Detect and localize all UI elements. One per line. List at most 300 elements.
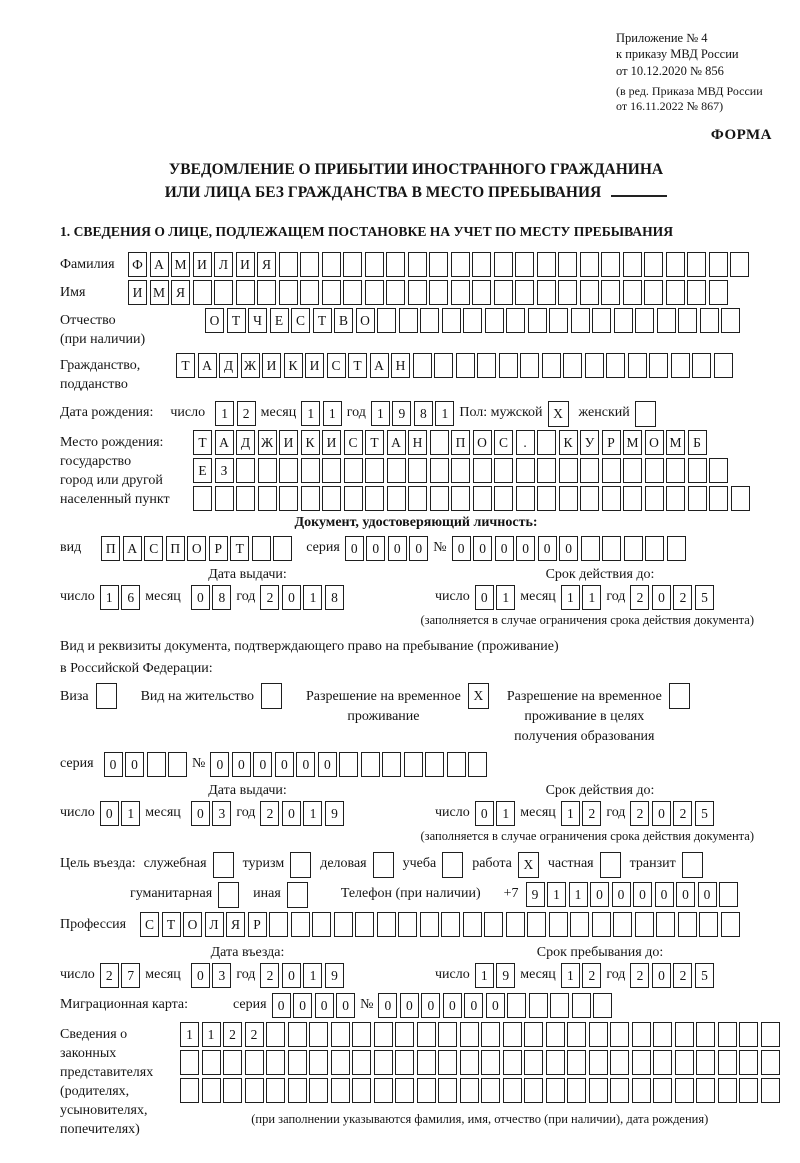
char-cell: 0	[100, 801, 119, 826]
char-cell	[377, 308, 396, 333]
char-cell: 0	[282, 801, 301, 826]
char-cell	[438, 1078, 457, 1103]
char-cell	[331, 1050, 350, 1075]
char-cell	[300, 280, 319, 305]
char-cell	[236, 486, 255, 511]
char-cell: 1	[202, 1022, 221, 1047]
char-cell	[718, 1078, 737, 1103]
residence-valid-col: Срок действия до: число 0 1 месяц 1 2 год 2 0 2 5	[435, 783, 765, 826]
char-cell	[567, 1022, 586, 1047]
char-cell: 1	[180, 1022, 199, 1047]
purpose-option-humanitarian: гуманитарная	[130, 882, 239, 908]
char-cell	[343, 252, 362, 277]
char-cell: Ч	[248, 308, 267, 333]
birth-place-label: Место рождения: государство город или другой населенный пункт	[60, 435, 170, 507]
char-cell	[399, 308, 418, 333]
char-cell: 0	[443, 993, 462, 1018]
purpose-option-tourism: туризм	[243, 852, 312, 878]
valid-month-boxes	[561, 585, 602, 610]
char-cell: 3	[212, 801, 231, 826]
char-cell	[585, 353, 604, 378]
char-cell	[688, 458, 707, 483]
validity-note-2: (заполняется в случае ограничения срока действия документа)	[420, 829, 754, 844]
char-cell	[687, 280, 706, 305]
edu-residence-option: Разрешение на временное проживание в целях получения образования	[507, 683, 690, 746]
profession-boxes	[140, 912, 740, 937]
char-cell	[374, 1022, 393, 1047]
char-cell	[395, 1022, 414, 1047]
char-cell: 0	[676, 882, 695, 907]
residence-issue-year	[260, 801, 344, 826]
doc-type-label: вид	[60, 540, 82, 555]
entry-day-boxes	[100, 963, 141, 988]
title-blank-line	[611, 185, 667, 197]
char-cell: Т	[313, 308, 332, 333]
stay-date-col: Срок пребывания до: число 1 9 месяц 1 2 год 2 0 2 5	[435, 945, 765, 988]
char-cell	[682, 852, 703, 878]
purpose-option-business: служебная	[144, 852, 234, 878]
char-cell: 5	[695, 801, 714, 826]
char-cell	[430, 458, 449, 483]
char-cell	[429, 252, 448, 277]
char-cell	[213, 852, 234, 878]
char-cell	[266, 1078, 285, 1103]
char-cell: 0	[475, 585, 494, 610]
char-cell	[601, 280, 620, 305]
issue-date-heading: Дата выдачи:	[208, 567, 287, 582]
char-cell	[613, 912, 632, 937]
purpose-business-checkbox	[213, 852, 234, 878]
purpose-private-checkbox	[600, 852, 621, 878]
char-cell	[721, 308, 740, 333]
stay-day-boxes	[475, 963, 516, 988]
char-cell: Т	[227, 308, 246, 333]
char-cell: 0	[652, 801, 671, 826]
char-cell	[567, 1050, 586, 1075]
char-cell	[288, 1078, 307, 1103]
char-cell: 2	[260, 585, 279, 610]
valid-date-line: число 0 1 месяц 1 1 год 2 0 2 5	[435, 585, 765, 610]
char-cell: 1	[569, 882, 588, 907]
char-cell	[261, 683, 282, 709]
sex-female-label: женский	[578, 405, 630, 420]
char-cell	[714, 353, 733, 378]
char-cell: А	[387, 430, 406, 455]
char-cell	[494, 252, 513, 277]
char-cell	[257, 280, 276, 305]
sex-male-checkbox	[548, 401, 569, 427]
patronymic-label: Отчество (при наличии)	[60, 313, 146, 348]
char-cell	[291, 912, 310, 937]
birth-place-boxes	[193, 430, 750, 511]
purpose-option-work: работа X	[472, 852, 539, 878]
birth-place-row-2	[193, 458, 750, 483]
char-cell	[559, 458, 578, 483]
char-cell: В	[334, 308, 353, 333]
migration-series-label: серия	[233, 997, 267, 1013]
char-cell	[529, 993, 548, 1018]
char-cell	[266, 1022, 285, 1047]
char-cell	[301, 458, 320, 483]
char-cell	[602, 536, 621, 561]
char-cell: 0	[282, 585, 301, 610]
char-cell	[678, 308, 697, 333]
char-cell	[644, 280, 663, 305]
char-cell	[761, 1022, 780, 1047]
purpose-row	[60, 852, 772, 878]
char-cell	[420, 308, 439, 333]
char-cell: 0	[191, 585, 210, 610]
residence-series-row	[60, 752, 772, 777]
birth-place-row-1	[193, 430, 750, 455]
char-cell	[258, 458, 277, 483]
purpose-commercial-checkbox	[373, 852, 394, 878]
char-cell	[352, 1050, 371, 1075]
profession-row	[60, 912, 772, 937]
char-cell	[739, 1050, 758, 1075]
char-cell: 9	[496, 963, 515, 988]
char-cell	[279, 486, 298, 511]
char-cell	[515, 252, 534, 277]
char-cell: Б	[688, 430, 707, 455]
purpose-label: Цель въезда:	[60, 856, 136, 872]
char-cell	[666, 458, 685, 483]
char-cell	[417, 1078, 436, 1103]
char-cell: 9	[325, 963, 344, 988]
char-cell	[473, 458, 492, 483]
char-cell	[382, 752, 401, 777]
temp-residence-checkbox	[468, 683, 489, 709]
char-cell: 6	[121, 585, 140, 610]
char-cell: С	[291, 308, 310, 333]
char-cell: 0	[125, 752, 144, 777]
char-cell	[537, 252, 556, 277]
char-cell	[420, 912, 439, 937]
char-cell	[572, 993, 591, 1018]
char-cell	[273, 536, 292, 561]
char-cell: .	[516, 430, 535, 455]
char-cell: 1	[303, 585, 322, 610]
char-cell	[266, 1050, 285, 1075]
char-cell: П	[451, 430, 470, 455]
char-cell: 0	[612, 882, 631, 907]
char-cell: 0	[590, 882, 609, 907]
char-cell	[761, 1050, 780, 1075]
char-cell	[322, 252, 341, 277]
issue-date-line: число 1 6 месяц 0 8 год 2 0 1 8	[60, 585, 435, 610]
char-cell: Н	[408, 430, 427, 455]
char-cell	[408, 486, 427, 511]
char-cell	[528, 308, 547, 333]
char-cell	[563, 353, 582, 378]
char-cell	[570, 912, 589, 937]
surname-row	[60, 252, 772, 277]
char-cell	[558, 252, 577, 277]
char-cell	[331, 1078, 350, 1103]
char-cell	[515, 280, 534, 305]
char-cell	[434, 353, 453, 378]
char-cell	[96, 683, 117, 709]
char-cell	[279, 458, 298, 483]
char-cell	[524, 1078, 543, 1103]
valid-date-col	[435, 567, 765, 610]
char-cell	[236, 280, 255, 305]
char-cell	[506, 308, 525, 333]
issue-year-boxes	[260, 585, 344, 610]
char-cell: 1	[496, 585, 515, 610]
char-cell: А	[150, 252, 169, 277]
char-cell	[193, 486, 212, 511]
year-label: год	[346, 405, 366, 420]
char-cell	[309, 1078, 328, 1103]
char-cell	[374, 1050, 393, 1075]
residence-doc-intro: Вид и реквизиты документа, подтверждающего право на пребывание (проживание) в Российской Федерации:	[60, 639, 559, 676]
char-cell	[589, 1050, 608, 1075]
char-cell: 0	[698, 882, 717, 907]
char-cell	[503, 1078, 522, 1103]
valid-date-heading: Срок действия до:	[545, 567, 655, 582]
char-cell	[614, 308, 633, 333]
purpose-option-transit: транзит	[630, 852, 703, 878]
char-cell	[417, 1022, 436, 1047]
char-cell: 7	[121, 963, 140, 988]
char-cell	[731, 486, 750, 511]
char-cell	[709, 486, 728, 511]
char-cell: П	[101, 536, 120, 561]
char-cell: Т	[176, 353, 195, 378]
char-cell	[287, 882, 308, 908]
char-cell: 1	[303, 801, 322, 826]
issue-date-col	[60, 567, 435, 610]
char-cell	[506, 912, 525, 937]
char-cell	[352, 1078, 371, 1103]
char-cell	[193, 280, 212, 305]
char-cell	[473, 486, 492, 511]
char-cell	[628, 353, 647, 378]
month-label: месяц	[260, 405, 297, 420]
char-cell	[374, 1078, 393, 1103]
char-cell	[223, 1078, 242, 1103]
char-cell: 8	[414, 401, 433, 426]
stay-year-boxes	[630, 963, 714, 988]
char-cell	[365, 252, 384, 277]
title-line-2: ИЛИ ЛИЦА БЕЗ ГРАЖДАНСТВА В МЕСТО ПРЕБЫВАНИЯ	[60, 181, 772, 204]
char-cell	[718, 1022, 737, 1047]
appendix-block	[616, 30, 800, 115]
appendix-line: от 16.11.2022 № 867)	[616, 99, 724, 114]
valid-year-boxes	[630, 585, 714, 610]
char-cell: 1	[561, 801, 580, 826]
sex-male-label: Пол: мужской	[459, 405, 543, 420]
char-cell	[601, 252, 620, 277]
visa-option: Виза	[60, 683, 117, 709]
purpose-option-other: иная	[253, 882, 308, 908]
char-cell	[593, 993, 612, 1018]
char-cell: 2	[630, 585, 649, 610]
char-cell	[447, 752, 466, 777]
char-cell: 0	[104, 752, 123, 777]
char-cell: К	[284, 353, 303, 378]
identity-doc-row	[60, 536, 772, 561]
char-cell: 0	[253, 752, 272, 777]
sex-female-checkbox	[635, 401, 656, 427]
char-cell	[322, 458, 341, 483]
char-cell: А	[123, 536, 142, 561]
char-cell: Р	[602, 430, 621, 455]
entry-year-boxes	[260, 963, 344, 988]
char-cell	[288, 1022, 307, 1047]
char-cell	[610, 1050, 629, 1075]
char-cell	[468, 752, 487, 777]
validity-note: (заполняется в случае ограничения срока действия документа)	[420, 613, 754, 627]
char-cell: О	[183, 912, 202, 937]
char-cell	[463, 308, 482, 333]
char-cell: М	[623, 430, 642, 455]
char-cell	[258, 486, 277, 511]
char-cell	[361, 752, 380, 777]
char-cell	[344, 458, 363, 483]
char-cell: 1	[301, 401, 320, 426]
char-cell: 9	[325, 801, 344, 826]
char-cell	[589, 1022, 608, 1047]
char-cell: 9	[526, 882, 545, 907]
char-cell	[675, 1050, 694, 1075]
char-cell	[301, 486, 320, 511]
char-cell: 5	[695, 585, 714, 610]
char-cell	[602, 458, 621, 483]
migration-card-label: Миграционная карта:	[60, 997, 189, 1013]
char-cell	[309, 1022, 328, 1047]
char-cell	[542, 353, 561, 378]
char-cell: Л	[214, 252, 233, 277]
char-cell	[692, 353, 711, 378]
birth-month-boxes	[301, 401, 342, 426]
residence-number-label: №	[192, 756, 206, 772]
char-cell	[623, 252, 642, 277]
char-cell	[451, 458, 470, 483]
section-1-heading: 1. СВЕДЕНИЯ О ЛИЦЕ, ПОДЛЕЖАЩЕМ ПОСТАНОВКЕ НА УЧЕТ ПО МЕСТУ ПРЕБЫВАНИЯ	[60, 224, 674, 240]
char-cell	[180, 1078, 199, 1103]
char-cell	[687, 252, 706, 277]
char-cell	[669, 683, 690, 709]
char-cell	[567, 1078, 586, 1103]
char-cell: 0	[473, 536, 492, 561]
char-cell	[580, 486, 599, 511]
char-cell	[623, 458, 642, 483]
char-cell: Р	[209, 536, 228, 561]
doc-series-boxes	[345, 536, 429, 561]
representatives-row	[60, 1022, 772, 1139]
char-cell	[666, 486, 685, 511]
char-cell: X	[468, 683, 489, 709]
identity-doc-dates	[60, 567, 772, 610]
char-cell	[653, 1050, 672, 1075]
char-cell	[451, 280, 470, 305]
forma-label: ФОРМА	[710, 126, 772, 143]
char-cell	[527, 912, 546, 937]
char-cell	[430, 486, 449, 511]
char-cell	[739, 1022, 758, 1047]
char-cell: Я	[171, 280, 190, 305]
char-cell	[202, 1050, 221, 1075]
char-cell: 0	[191, 801, 210, 826]
residence-number-boxes	[210, 752, 487, 777]
char-cell: 0	[318, 752, 337, 777]
char-cell	[507, 993, 526, 1018]
appendix-line: к приказу МВД России	[616, 47, 739, 62]
residence-valid-day	[475, 801, 516, 826]
doc-number-label: №	[433, 540, 447, 555]
birth-date-label: Дата рождения:	[60, 405, 154, 420]
char-cell: К	[559, 430, 578, 455]
char-cell	[559, 486, 578, 511]
appendix-line: Приложение № 4	[616, 31, 708, 45]
char-cell	[309, 1050, 328, 1075]
char-cell: 0	[421, 993, 440, 1018]
char-cell: К	[301, 430, 320, 455]
char-cell	[404, 752, 423, 777]
char-cell	[408, 252, 427, 277]
char-cell: 9	[392, 401, 411, 426]
char-cell	[645, 458, 664, 483]
char-cell	[499, 353, 518, 378]
surname-label: Фамилия	[60, 257, 115, 273]
char-cell	[334, 912, 353, 937]
char-cell	[516, 458, 535, 483]
char-cell	[438, 1050, 457, 1075]
char-cell: Н	[391, 353, 410, 378]
char-cell	[395, 1078, 414, 1103]
char-cell	[300, 252, 319, 277]
char-cell: Т	[365, 430, 384, 455]
char-cell: И	[305, 353, 324, 378]
representatives-label: Сведения о законных представителях (родителях, усыновителях, попечителях)	[60, 1027, 154, 1137]
char-cell	[352, 1022, 371, 1047]
char-cell	[730, 252, 749, 277]
surname-boxes	[128, 252, 749, 277]
char-cell	[667, 536, 686, 561]
char-cell	[644, 252, 663, 277]
birth-year-boxes	[371, 401, 455, 426]
char-cell	[481, 1022, 500, 1047]
purpose-study-checkbox	[442, 852, 463, 878]
char-cell	[558, 280, 577, 305]
char-cell	[387, 486, 406, 511]
char-cell: 0	[633, 882, 652, 907]
phone-label: Телефон (при наличии)	[340, 886, 481, 902]
char-cell	[546, 1022, 565, 1047]
char-cell	[322, 280, 341, 305]
char-cell	[288, 1050, 307, 1075]
phone-boxes	[526, 882, 739, 907]
char-cell: 0	[336, 993, 355, 1018]
char-cell	[395, 1050, 414, 1075]
char-cell: М	[666, 430, 685, 455]
char-cell: 0	[486, 993, 505, 1018]
char-cell	[696, 1050, 715, 1075]
char-cell	[709, 252, 728, 277]
citizenship-row	[60, 353, 772, 395]
char-cell: 2	[673, 801, 692, 826]
char-cell	[550, 993, 569, 1018]
char-cell	[481, 1050, 500, 1075]
char-cell	[537, 430, 556, 455]
char-cell: 0	[272, 993, 291, 1018]
char-cell: 8	[212, 585, 231, 610]
char-cell: 2	[260, 963, 279, 988]
entry-month-boxes	[191, 963, 232, 988]
residence-doc-dates	[60, 783, 772, 826]
